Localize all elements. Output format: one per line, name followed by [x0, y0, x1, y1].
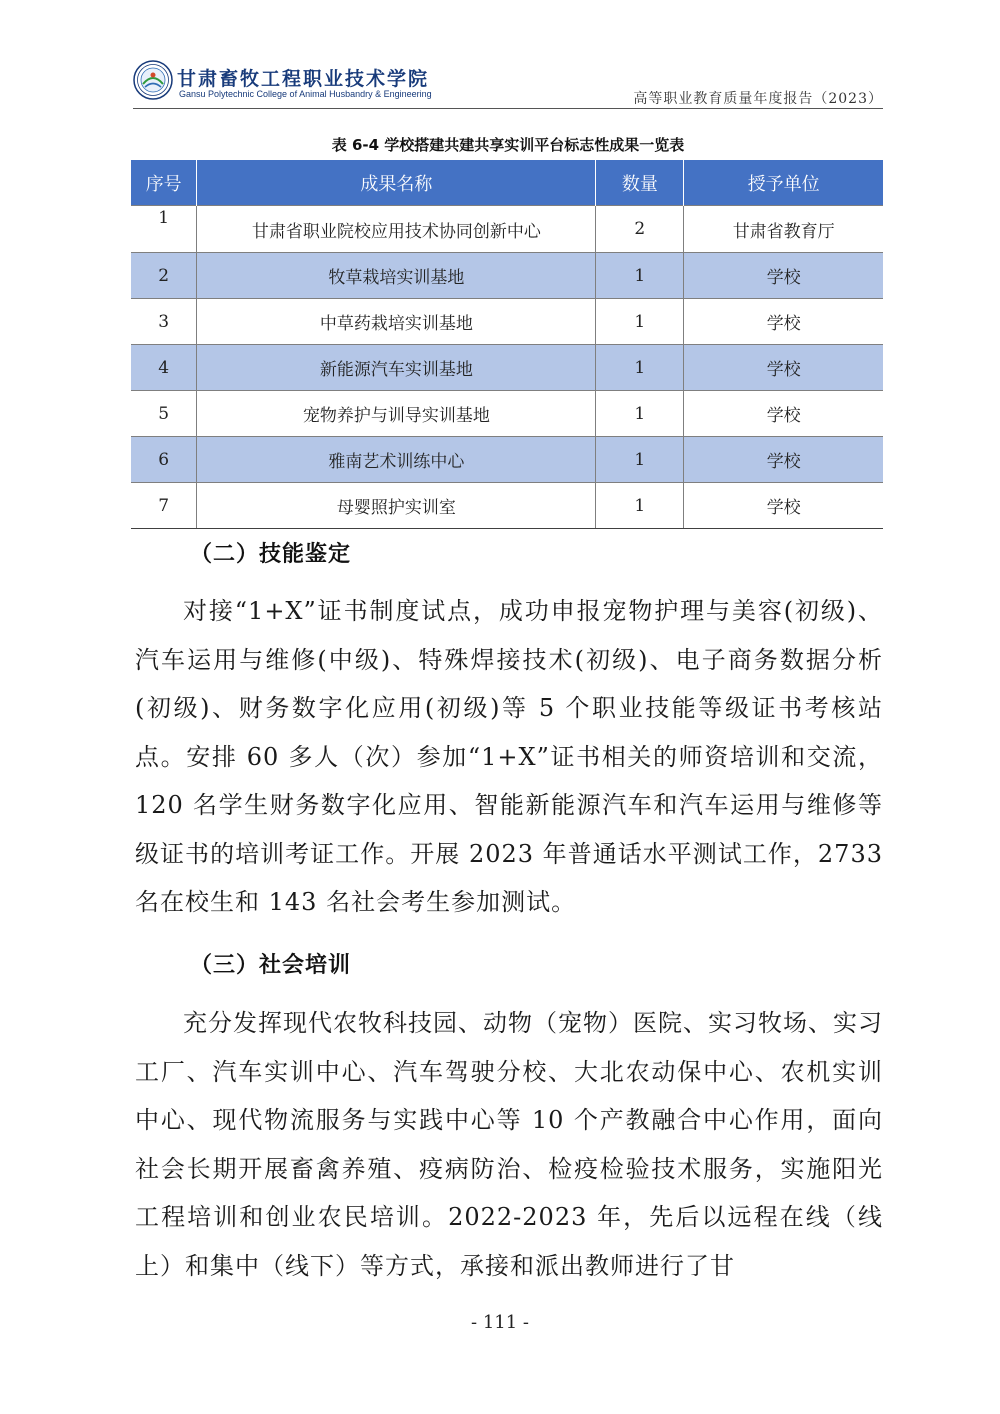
page-header	[133, 58, 883, 110]
row-name: 中草药栽培实训基地	[197, 299, 596, 345]
row-count: 1	[596, 299, 684, 345]
row-grantor: 学校	[684, 253, 883, 299]
row-index: 6	[131, 437, 197, 483]
column-header-name: 成果名称	[197, 160, 596, 206]
row-index: 2	[131, 253, 197, 299]
row-name: 牧草栽培实训基地	[197, 253, 596, 299]
row-name: 母婴照护实训室	[197, 483, 596, 529]
row-grantor: 学校	[684, 299, 883, 345]
school-name-en: Gansu Polytechnic College of Animal Husbandry & Engineering	[179, 89, 432, 99]
row-count: 1	[596, 483, 684, 529]
report-title: 高等职业教育质量年度报告（2023）	[633, 91, 883, 107]
table-caption: 表 6-4 学校搭建共建共享实训平台标志性成果一览表	[331, 136, 685, 154]
row-name: 雅南艺术训练中心	[197, 437, 596, 483]
school-logo-icon	[133, 60, 173, 100]
table-row	[131, 206, 883, 253]
page-number: - 111 -	[471, 1312, 529, 1333]
section-heading-skill-appraisal: （二）技能鉴定	[190, 542, 352, 567]
row-grantor: 学校	[684, 391, 883, 437]
table-row	[131, 345, 883, 391]
table-row	[131, 483, 883, 529]
column-header-index: 序号	[131, 160, 197, 206]
row-count: 2	[596, 206, 684, 253]
row-grantor: 学校	[684, 483, 883, 529]
table-row	[131, 437, 883, 483]
row-count: 1	[596, 391, 684, 437]
row-index: 7	[131, 483, 197, 529]
row-index: 4	[131, 345, 197, 391]
row-count: 1	[596, 253, 684, 299]
row-index: 1	[131, 206, 197, 253]
row-name: 甘肃省职业院校应用技术协同创新中心	[197, 206, 596, 253]
table-row	[131, 391, 883, 437]
row-count: 1	[596, 437, 684, 483]
row-count: 1	[596, 345, 684, 391]
table-header-row	[131, 160, 883, 206]
school-name-cn: 甘肃畜牧工程职业技术学院	[177, 68, 430, 90]
row-grantor: 学校	[684, 345, 883, 391]
header-divider	[133, 108, 883, 109]
row-index: 3	[131, 299, 197, 345]
row-grantor: 学校	[684, 437, 883, 483]
row-name: 宠物养护与训导实训基地	[197, 391, 596, 437]
section-heading-social-training: （三）社会培训	[190, 953, 352, 978]
table-row	[131, 299, 883, 345]
row-name: 新能源汽车实训基地	[197, 345, 596, 391]
row-grantor: 甘肃省教育厅	[684, 206, 883, 253]
results-table	[131, 160, 883, 529]
table-row	[131, 253, 883, 299]
paragraph-skill-appraisal: 对接“1+X”证书制度试点，成功申报宠物护理与美容(初级)、汽车运用与维修(中级)、特殊焊接技术(初级)、电子商务数据分析(初级)、财务数字化应用(初级)等 5 个职业技能等级证书考核站点。安排 60 多人（次）参加“1+X”证书相关的师资培训和交流，120 名学生财务数字化应用、智能新能源汽车和汽车运用与维修等级证书的培训考证工作。开展 2023 年普通话水平测试工作，2733 名在校生和 143 名社会考生参加测试。	[135, 597, 883, 916]
paragraph-social-training: 充分发挥现代农牧科技园、动物（宠物）医院、实习牧场、实习工厂、汽车实训中心、汽车驾驶分校、大北农动保中心、农机实训中心、现代物流服务与实践中心等 10 个产教融合中心作用，面向社会长期开展畜禽养殖、疫病防治、检疫检验技术服务，实施阳光工程培训和创业农民培训。2022-2023 年，先后以远程在线（线上）和集中（线下）等方式，承接和派出教师进行了甘	[135, 1009, 883, 1280]
column-header-grantor: 授予单位	[684, 160, 883, 206]
column-header-count: 数量	[596, 160, 684, 206]
row-index: 5	[131, 391, 197, 437]
